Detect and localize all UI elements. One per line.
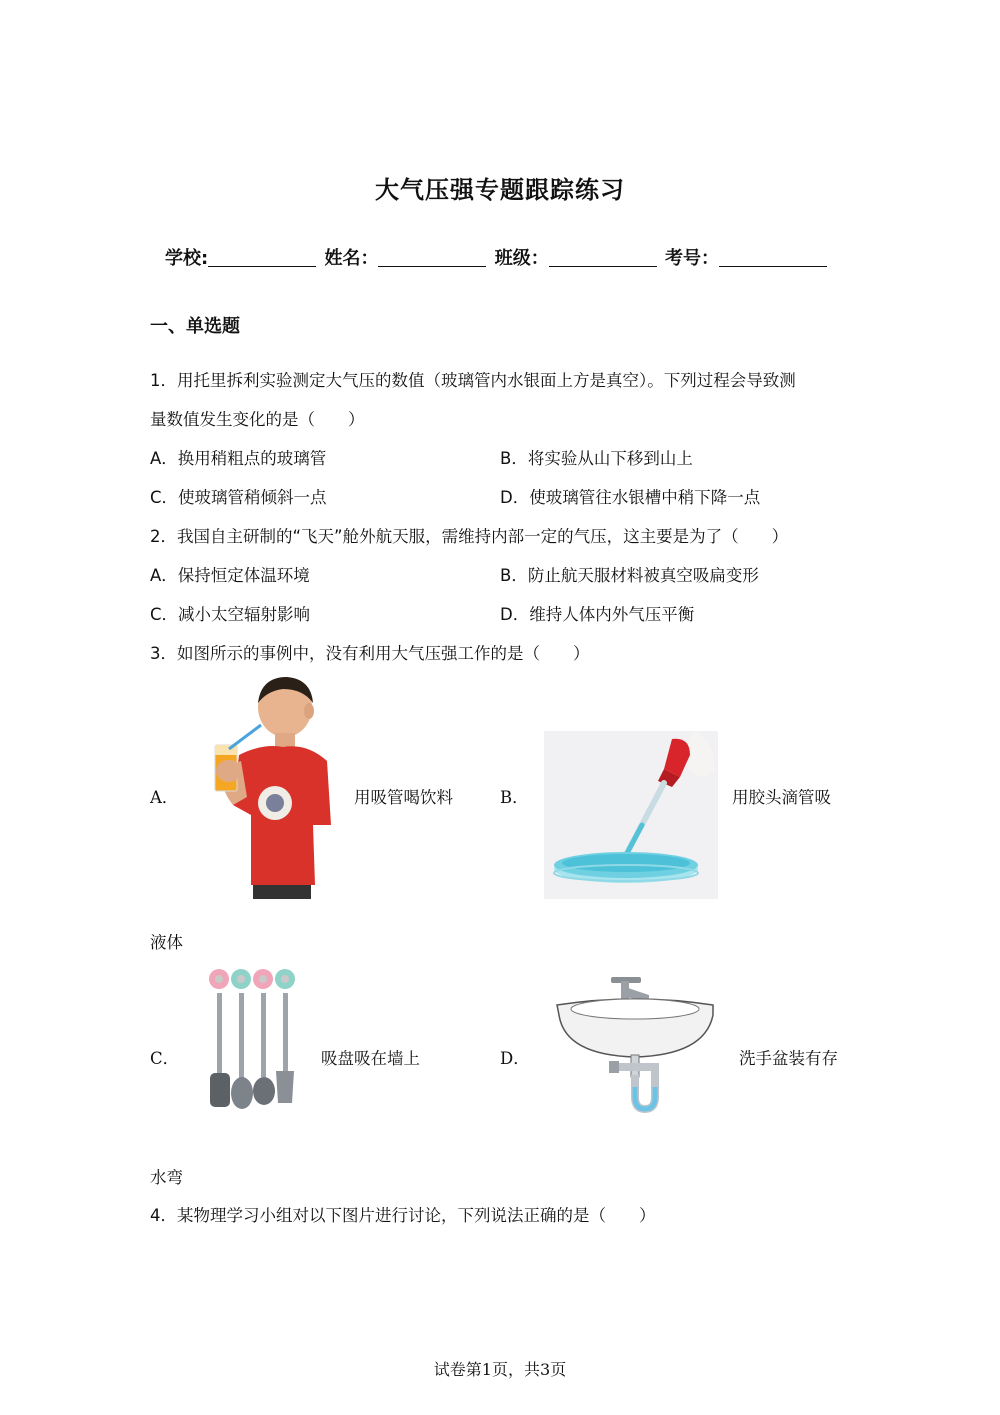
q1-option-b[interactable]: B．将实验从山下移到山上 [500, 449, 693, 468]
footer-suffix: 页 [550, 1360, 567, 1379]
q1-option-d[interactable]: D．使玻璃管往水银槽中稍下降一点 [500, 488, 761, 507]
q3-option-c-label[interactable]: C． [150, 1049, 180, 1068]
school-label: 学校: [165, 248, 209, 269]
school-blank[interactable] [208, 248, 316, 267]
q1-option-a[interactable]: A．换用稍粗点的玻璃管 [150, 449, 327, 468]
q3-option-d-text-continued: 水弯 [150, 1168, 183, 1187]
section-title: 一、单选题 [150, 316, 240, 337]
footer-prefix: 试卷第 [433, 1360, 482, 1379]
q3-option-a-text: 用吸管喝饮料 [354, 788, 453, 807]
class-label: 班级： [494, 248, 549, 269]
q2-option-a[interactable]: A．保持恒定体温环境 [150, 566, 310, 585]
q3-option-c-text: 吸盘吸在墙上 [321, 1049, 420, 1068]
q3-option-b-label[interactable]: B． [500, 788, 529, 807]
q2-option-b[interactable]: B．防止航天服材料被真空吸扁变形 [500, 566, 759, 585]
boy-drinking-straw-image [203, 675, 333, 899]
q3-stem: 3．如图所示的事例中，没有利用大气压强工作的是（ ） [150, 644, 590, 663]
q3-option-d-label[interactable]: D． [500, 1049, 530, 1068]
class-blank[interactable] [549, 248, 657, 267]
q1-option-c[interactable]: C．使玻璃管稍倾斜一点 [150, 488, 327, 507]
exam-number-blank[interactable] [719, 248, 827, 267]
q3-option-d-text: 洗手盆装有存 [739, 1049, 838, 1068]
q2-option-c[interactable]: C．减小太空辐射影响 [150, 605, 311, 624]
exam-number-label: 考号： [665, 248, 720, 269]
footer-page-number: 1 [481, 1360, 492, 1379]
q2-option-d[interactable]: D．维持人体内外气压平衡 [500, 605, 695, 624]
page-footer [0, 1357, 1000, 1380]
q1-stem-line1: 1．用托里拆利实验测定大气压的数值（玻璃管内水银面上方是真空）。下列过程会导致测 [150, 371, 796, 390]
q2-stem: 2．我国自主研制的“飞天”舱外航天服，需维持内部一定的气压，这主要是为了（ ） [150, 527, 789, 546]
q4-stem: 4．某物理学习小组对以下图片进行讨论，下列说法正确的是（ ） [150, 1206, 656, 1225]
page-title: 大气压强专题跟踪练习 [375, 176, 625, 204]
name-label: 姓名： [324, 248, 379, 269]
footer-mid: 页，共 [491, 1360, 540, 1379]
student-info-line [165, 244, 829, 270]
q3-option-b-text-continued: 液体 [150, 933, 183, 952]
name-blank[interactable] [378, 248, 486, 267]
q3-option-a-label[interactable]: A． [150, 788, 179, 807]
footer-total-pages: 3 [540, 1360, 551, 1379]
q1-stem-line2: 量数值发生变化的是（ ） [150, 410, 365, 429]
q3-option-b-text: 用胶头滴管吸 [732, 788, 831, 807]
suction-cup-utensils-image [206, 967, 298, 1113]
dropper-image [544, 731, 718, 899]
washbasin-trap-image [555, 975, 717, 1115]
